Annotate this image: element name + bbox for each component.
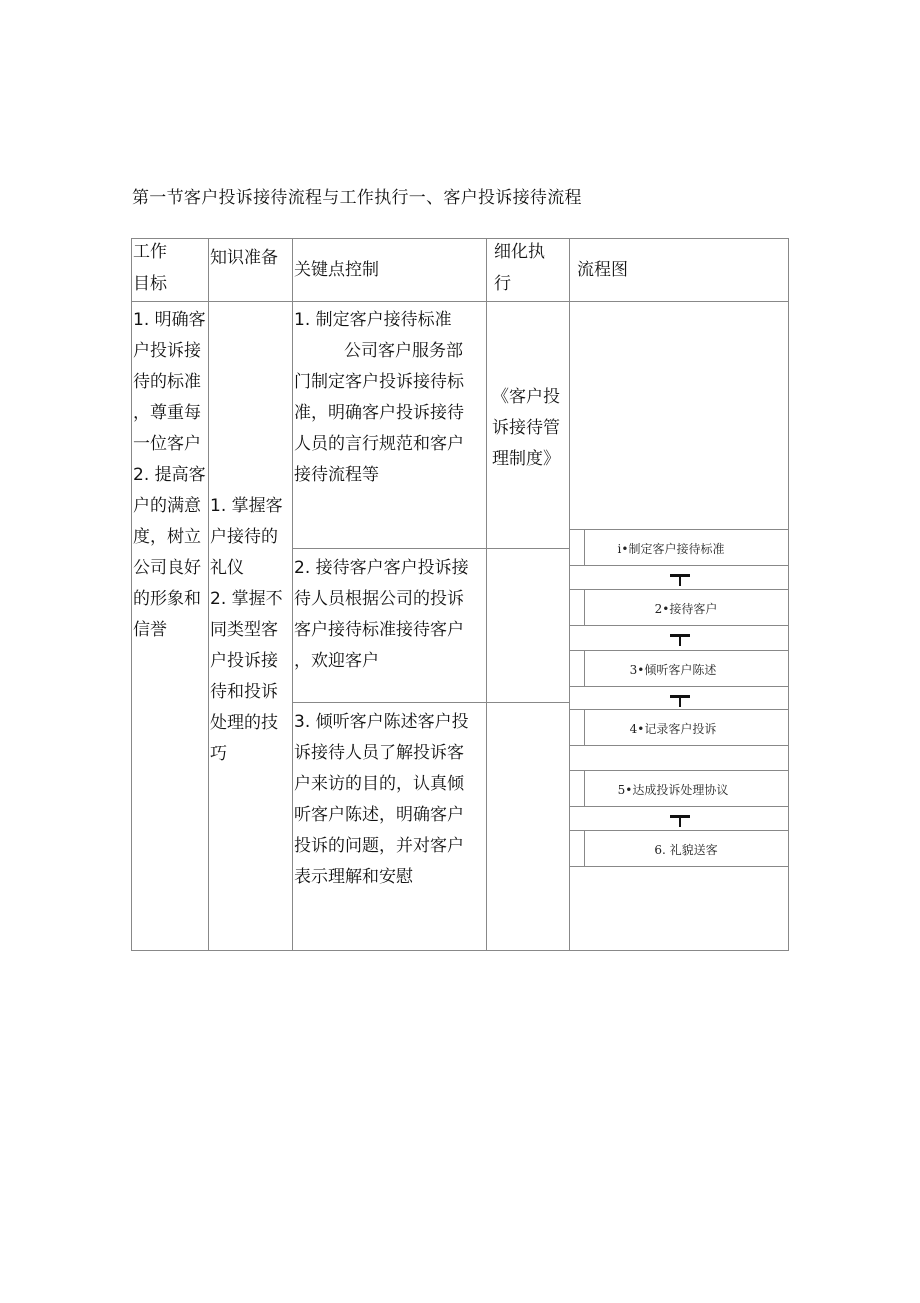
goal-line: 户投诉接 [133,341,201,361]
goal-line: 度，树立 [133,527,201,547]
control-line: ，欢迎客户 [294,651,379,671]
flow-step-4: 4•记录客户投诉 [629,722,717,736]
header-goal-line: 目标 [133,274,167,294]
column-divider [569,238,570,951]
knowledge-line: 户接待的 [210,527,278,547]
goal-line: 户的满意 [133,496,201,516]
control-line: 表示理解和安慰 [294,867,413,887]
flow-line [570,745,788,746]
control-line: 准，明确客户投诉接待 [294,403,464,423]
execution-cell [492,382,560,475]
control-line: 门制定客户投诉接待标 [294,372,464,392]
knowledge-line: 2. 掌握不 [210,589,283,609]
flow-line [570,830,788,831]
control-line: 投诉的问题，并对客户 [294,836,464,856]
header-goal-line: 工作 [133,242,167,262]
flow-step-3: 3•倾听客户陈述 [629,663,717,677]
knowledge-cell [210,491,283,770]
column-divider [486,238,487,951]
goal-cell [133,305,206,646]
control-item-2 [294,553,469,677]
flow-connector-arrow [670,815,690,829]
flow-connector-arrow [670,695,690,709]
control-line: 3. 倾听客户陈述客户投 [294,712,469,732]
flow-line [584,770,585,807]
control-line: 诉接待人员了解投诉客 [294,743,464,763]
header-control: 关键点控制 [294,260,379,280]
flow-connector-arrow [670,574,690,588]
connector-stem [679,634,681,646]
knowledge-line: 户投诉接 [210,651,278,671]
knowledge-line: 处理的技 [210,713,278,733]
flow-line [570,529,788,530]
header-execution-line: 行 [494,274,511,294]
column-divider [208,238,209,951]
goal-line: 1. 明确客 [133,310,206,330]
goal-line: ，尊重每 [133,403,201,423]
knowledge-line: 1. 掌握客 [210,496,283,516]
flow-line [584,709,585,746]
control-line: 待人员根据公司的投诉 [294,589,464,609]
flow-line [584,589,585,626]
row-divider [292,702,570,703]
control-line: 接待流程等 [294,465,379,485]
knowledge-line: 同类型客 [210,620,278,640]
flow-step-1: i•制定客户接待标准 [617,542,725,556]
table-top-border [131,238,789,239]
header-goal [133,236,167,300]
knowledge-line: 待和投诉 [210,682,278,702]
goal-line: 待的标准 [133,372,201,392]
table-right-border [788,238,789,951]
header-flowchart: 流程图 [577,260,628,280]
flow-line [584,830,585,867]
control-line: 公司客户服务部 [344,341,463,361]
flow-line [570,589,788,590]
control-item-3 [294,707,469,893]
flow-step-6: 6. 礼貌送客 [654,843,718,857]
control-line: 人员的言行规范和客户 [294,434,464,454]
goal-line: 2. 提高客 [133,465,206,485]
page-title: 第一节客户投诉接待流程与工作执行一、客户投诉接待流程 [132,188,582,208]
flow-line [570,565,788,566]
column-divider [292,238,293,951]
goal-line: 的形象和 [133,589,201,609]
header-execution [494,236,545,300]
connector-stem [679,574,681,586]
execution-line: 理制度》 [492,449,560,469]
control-line: 听客户陈述，明确客户 [294,805,464,825]
flow-line [570,650,788,651]
table-left-border [131,238,132,951]
table-bottom-border [131,950,789,951]
control-line: 客户接待标准接待客户 [294,620,464,640]
control-item-1 [294,305,464,491]
header-execution-line: 细化执 [494,242,545,262]
row-divider [292,548,570,549]
connector-stem [679,695,681,707]
control-line: 2. 接待客户客户投诉接 [294,558,469,578]
flow-line [570,770,788,771]
knowledge-line: 巧 [210,744,227,764]
goal-line: 公司良好 [133,558,201,578]
flow-step-2: 2•接待客户 [654,602,718,616]
flow-step-5: 5•达成投诉处理协议 [617,783,729,797]
flow-line [570,806,788,807]
execution-line: 诉接待管 [492,418,560,438]
flow-line [584,650,585,687]
flow-connector-arrow [670,634,690,648]
flow-line [584,529,585,566]
header-knowledge: 知识准备 [210,248,278,268]
flow-line [570,866,788,867]
goal-line: 信誉 [133,620,167,640]
flow-line [570,709,788,710]
control-line: 户来访的目的，认真倾 [294,774,464,794]
execution-line: 《客户投 [492,387,560,407]
goal-line: 一位客户 [133,434,201,454]
header-bottom-border [131,301,789,302]
flow-line [570,686,788,687]
control-line: 1. 制定客户接待标准 [294,310,452,330]
flow-line [570,625,788,626]
connector-stem [679,815,681,827]
knowledge-line: 礼仪 [210,558,244,578]
